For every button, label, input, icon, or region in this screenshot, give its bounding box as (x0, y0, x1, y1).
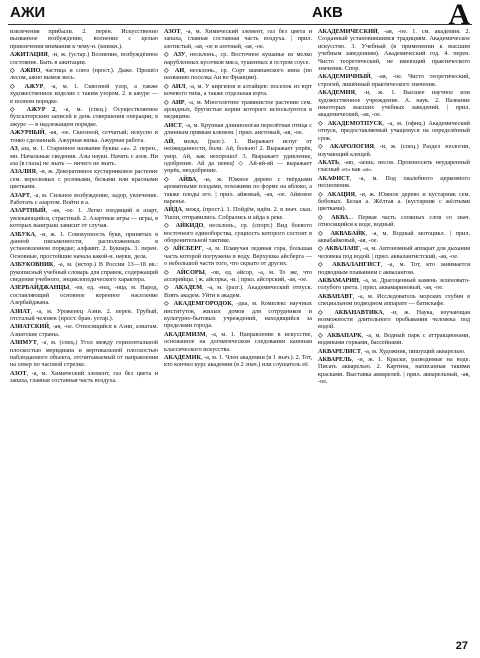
dictionary-entry (318, 89, 470, 119)
dictionary-entry (164, 206, 312, 221)
entry-definition: , аза, м. 1. Старинное название буквы «а». 2. перен., мн. Начальные сведения. Азы науки. Начать с азов. Ни аза (в глаза) не знать — ничего не знать. (10, 145, 158, 167)
running-head-left: АЖИ (10, 4, 46, 21)
section-letter: А (448, 0, 470, 31)
entry-headword: АЙ (164, 137, 174, 145)
entry-headword: ◇ АКВАБАЙК (318, 229, 366, 237)
entry-definition: , -а, м. Крупная длинноногая перелётная птица с длинным прямым клювом. | прил. аистовый, -ая, -ое. (164, 121, 312, 137)
entry-headword: АКАФИСТ (318, 174, 350, 182)
entry-definition: , -а, м. (разг.). Академический отпуск. Взять академ. Уйти в академ. (164, 284, 312, 299)
entry-headword: ◇ АЖУР (10, 82, 44, 90)
entry-definition: , -а, м. Уроженец Азии. 2. перен. Грубый, отсталый человек (прост. бран. устар.). (10, 307, 158, 323)
dictionary-entry (10, 308, 158, 323)
entry-definition: , -и, ж. Южное дерево и кустарник сем. бобовых. Белая а. Жёлтая а. (кустарник с жёлтыми цветками). (318, 190, 470, 213)
entry-definition: , -а, м. Исследователь морских глубин в специальном подводном аппарате — батискафе. (318, 292, 470, 308)
entry-headword: АКАДЕМИК (164, 354, 201, 362)
dictionary-entry (10, 168, 158, 190)
entry-definition: , -и, ж. 1. Краски, разводимые на воде. Писать акварелью. 2. Картина, написанная такими красками. Выставка акварелей. | прил. акварельный, -ая, -ое. (318, 356, 470, 386)
entry-headword: АЗОТ (164, 28, 181, 35)
dictionary-entry (164, 331, 312, 353)
dictionary-entry (10, 145, 158, 167)
dictionary-entry (318, 175, 470, 190)
dictionary-entry (318, 348, 470, 355)
entry-definition: , -а, м. Драгоценный камень зеленовато-голубого цвета. | прил. аквамариновый, -ая, -ое. (318, 277, 470, 292)
entry-headword: АКВАМАРИН (318, 277, 359, 284)
entry-headword: АКАДЕМИЯ (318, 89, 355, 97)
entry-definition: , -а, м. (спец.) Угол между горизонтальной плоскостью меридиана и вертикальной плоскостью наблюдаемого объекта, отсчитываемый от направления на север по часовой стрелке. (10, 339, 158, 369)
entry-definition: , -а, м. 1. Направление в искусстве, основанное на догматическом следовании канонам классического искусства. (164, 330, 312, 353)
dictionary-entry (10, 83, 158, 105)
entry-headword: АИСТ (164, 121, 182, 129)
entry-headword: ◇ АКАДЕМ (164, 284, 203, 292)
entry-definition: , частица и союз (прост.). Даже. Прошёл лесом, ажно вымок весь. (10, 67, 158, 82)
entry-definition: , -а, м. У киргизов и алтайцев: поселок из юрт кочевого типа, а также отдельная юрта. (164, 82, 312, 98)
entry-headword: АЗИАТ (10, 307, 31, 315)
entry-definition: , -а, м. Сильное возбуждение, задор, увлечение. Работать с азартом. Войти в а. (10, 191, 158, 206)
entry-definition: , несклонь., ср. Сорт шампанского вина (по названию поселка Аи во Франции). (164, 67, 312, 82)
entry-definition: , -а, м. Тот, кто занимается подводным плаванием с аквалангом. (318, 261, 470, 276)
entry-definition: , -и, ж. Наука, изучающая возможности длительного пребывания человека под водой. (318, 308, 470, 331)
entry-definition: , -а, м. Автономный аппарат для дыхания человека под водой. | прил. аквалангистский, -ая, -ое. (318, 245, 470, 260)
entry-headword: АЙДА (164, 206, 183, 214)
entry-definition: , -а, м. (офиц.) Академический отпуск, предоставляемый учащемуся на определённый срок. (318, 119, 470, 142)
entry-definition: , -ев, ед. -нец, -нца, м. Народ, составляющий основное коренное население Азербайджана. (10, 284, 158, 307)
entry-headword: АЗ (10, 145, 18, 153)
dictionary-entry (318, 214, 470, 229)
dictionary-entry (164, 83, 312, 98)
dictionary-entry (164, 28, 312, 50)
entry-headword: АЗАРТ (10, 191, 31, 199)
entry-definition: , -а, м. (истор.) В России 13—18 вв.: рукописный учебный словарь для справок, содержащий сведения учебного, энциклопедического характера. (10, 261, 158, 283)
entry-headword: ◇ АКАДЕМГОРОДОК (164, 300, 232, 308)
entry-headword: ◇ АКВАПАРК (318, 331, 362, 339)
entry-headword: ◇ АИР (164, 98, 185, 106)
dictionary-entry (10, 231, 158, 261)
entry-headword: АЖИТАЦИЯ (10, 51, 48, 59)
dictionary-entry (318, 332, 470, 347)
entry-headword: ◇ АЙСОРЫ (164, 268, 205, 276)
header-rule (8, 24, 472, 25)
entry-headword: ◇ АКАДЕМОТПУСК (318, 119, 383, 127)
entry-headword: ◇ АЗУ (164, 51, 186, 59)
entry-definition: , -и, ж. Декоративное кустарниковое растение сем. вересковых с розовыми, белыми или красными цветками. (10, 168, 158, 191)
column-1 (10, 28, 158, 632)
entry-definition: , -и, ж. 1. Совокупность букв, принятых в данной письменности, расположенных в установленном порядке; алфавит. 2. Букварь. 3. перен. Основные, простейшие начала какой-н. науки, дела. (10, 230, 158, 260)
entry-headword: ◇ АЖУР 2 (10, 106, 56, 114)
dictionary-entry (318, 143, 470, 158)
column-2 (164, 28, 312, 632)
entry-headword: ◇ АКАРОЛОГИЯ (318, 143, 374, 151)
entry-headword: АЗБУКОВНИК (10, 261, 54, 269)
dictionary-entry (164, 122, 312, 137)
dictionary-entry (10, 192, 158, 207)
entry-headword: АКАДЕМИЧНЫЙ (318, 73, 371, 81)
entry-definition: , -ая, -ое. Чисто теоретический, строгий, лишённый практического значения. (318, 73, 470, 88)
dictionary-entry (164, 99, 312, 121)
dictionary-entry (10, 323, 158, 338)
entry-definition: ... Первая часть сложных слов со знач. относящийся к воде, водный. (318, 213, 470, 229)
dictionary-entry (318, 230, 470, 245)
entry-headword: ◇ АЙВА (164, 175, 197, 183)
dictionary-entry (164, 245, 312, 267)
entry-headword: АКВАРЕЛЬ (318, 356, 352, 364)
dictionary-entry (318, 356, 470, 386)
dictionary-entry (318, 28, 470, 72)
dictionary-entry (10, 129, 158, 144)
entry-definition: , -ая, -ое. Относящийся к Азии, азиатам. Азиатские страны. (10, 323, 158, 338)
entry-definition: , -а, м. (спец.) Осуществляемое бухгалтерским записей в день совершения операции; в ажуре — в надлежащем порядке. (10, 106, 158, 128)
entry-headword: АЗИМУТ (10, 339, 37, 347)
dictionary-entry (164, 354, 312, 369)
entry-headword: ◇ АИЛ (164, 82, 186, 90)
dictionary-entry (10, 261, 158, 283)
entry-definition: , -а, м. Химический элемент, газ без цвета и запаха, главная составная часть воздуха. (10, 369, 158, 385)
running-head-right: АКВ (312, 4, 343, 21)
entry-headword: АКАДЕМИЗМ (164, 330, 206, 338)
entry-headword: АЗАРТНЫЙ (10, 207, 46, 215)
entry-definition: , -а, м. Под хвалебного церковного песнопения. (318, 174, 470, 190)
entry-headword: ◇ АКВА (318, 213, 349, 221)
entry-definition: , -а, м. Водный мотоцикл. | прил. аквабайковый, -ая, -ое. (318, 229, 470, 244)
entry-definition: , несклонь., ср. (спорт.) Вид боевого восточного единоборства, сущность которого состоит в оборонительной тактике. (164, 222, 312, 244)
entry-definition: , -а, м. Многолетнее травянистое растение сем. ароидных, бругистые корни которого используются в медицине. (164, 98, 312, 121)
entry-definition: , -а, м. Плавучая ледяная гора, большая часть которой погружена в воду. Верхушка айсберга — о небольшой части того, что скрыто от других. (164, 245, 312, 268)
entry-definition: , -ая, -ое. 1. см. академия. 2. Созданный установившимся традициям. Академическое искусство. 3. Учебный (в применении к высшим учебным заведениям). Академический год. 4. перен. Чисто теоретический, не имеющий практического значения. Спор. (318, 28, 470, 73)
dictionary-entry (10, 106, 158, 128)
entry-definition: , -а, м. Художник, пишущий акварелью. (361, 347, 466, 355)
dictionary-entry (318, 277, 470, 292)
entry-definition: , -дка, м. Комплекс научных институтов, жилых домов для сотрудников и культурно-бытовых учреждений, находящийся за пределами города. (164, 300, 312, 330)
entry-headword: АКВАРЕЛИСТ (318, 347, 362, 355)
entry-definition: , несклонь., ср. Восточное кушанье из мелко нарубленных кусочков мяса, тушенных в остром соусе. (164, 51, 312, 66)
dictionary-entry (10, 339, 158, 369)
page-number: 27 (455, 640, 468, 652)
dictionary-entry (318, 73, 470, 88)
entry-headword: АКВАНАВТ (318, 292, 353, 300)
entry-definition: , -а, м. 1. Член академии (в 1 знач.). 2. Тот, кто кончил курс академии (в 2 знач.) или слушатель её. (164, 354, 312, 369)
dictionary-entry (164, 222, 312, 244)
entry-definition: , -ов, ед. айсор, -а, м. То же, что ассирийцы. | ж. айсорка, -и. | прил. айсорский, -ая, -ое. (164, 268, 312, 283)
entry-definition: , межд. (разг.). 1. Выражает испуг от неожиданности, боли. Ай, больно! 2. Выражает упрёк, укор. Ай, как нехорошо! 3. Выражает удивление, одобрение. Ай да певец! ◇ Ай-яй-яй — выражает упрёк, неодобрение. (164, 137, 312, 175)
entry-definition: , -ая, -ое. 1. Легко входящий в азарт, увлекающийся, страстный. 2. Азартные игры — игры, в которых выигрыш зависит от случая. (10, 207, 158, 230)
entry-headword: ◇ АИ (164, 67, 185, 75)
dictionary-entry (164, 300, 312, 330)
entry-headword: АЗЕРБАЙДЖАНЦЫ (10, 284, 70, 292)
entry-definition: , -и, ж. (спец.) Раздел зоологии, изучающий клещей. (318, 143, 470, 158)
dictionary-entry (318, 120, 470, 142)
dictionary-entry (164, 269, 312, 284)
entry-definition: извлечения прибыли. 2. перен. Искусственно вызванное возбуждение, волнение с целью привлечения внимания к чему-н. (книжн.). (10, 28, 158, 50)
entry-definition: , -а, м. Водный парк с аттракционами, водяными горками, бассейнами. (318, 331, 470, 347)
entry-headword: АЗБУКА (10, 230, 35, 238)
entry-definition: , -а, м. 1. Сквозной узор, а также художественное изделие с таким узором. 2. в ажуре — в полном порядке. (10, 82, 158, 105)
entry-headword: АКАТЬ (318, 158, 340, 166)
dictionary-entry (10, 284, 158, 306)
dictionary-entry (10, 207, 158, 229)
dictionary-entry (318, 159, 470, 174)
entry-headword: АЖУРНЫЙ (10, 129, 45, 137)
entry-definition: , -и, ж. 1. Высшее научное или художественное учреждение. А. наук. 2. Название некоторых высших учебных заведений. | прил. академический, -ая, -ое. (318, 89, 470, 119)
entry-headword: АЗАЛИЯ (10, 168, 36, 176)
dictionary-entry (164, 51, 312, 66)
dictionary-entry (10, 67, 158, 82)
entry-headword: ◇ АЖНО (10, 67, 41, 75)
entry-headword: АЗИАТСКИЙ (10, 323, 50, 331)
dictionary-entry (318, 293, 470, 308)
dictionary-entry (10, 370, 158, 385)
dictionary-entry (164, 284, 312, 299)
entry-headword: АКАДЕМИЧЕСКИЙ (318, 28, 378, 35)
dictionary-entry (318, 191, 470, 213)
dictionary-entry (318, 245, 470, 260)
entry-headword: ◇ АЙСБЕРГ (164, 245, 203, 253)
entry-headword: АЗОТ (10, 369, 27, 377)
dictionary-entry (164, 176, 312, 206)
dictionary-entry (164, 138, 312, 175)
entry-definition: , межд. (прост.). 1. Пойдём, идём. 2. в знач. сказ. Ушли, отправились. Собрались и айда к реке. (164, 206, 312, 221)
entry-definition: , -ая, -ое. Сквозной, сетчатый; искусно и тонко сделанный. Ажурная вязка. Ажурная работа. (10, 129, 158, 144)
entry-definition: , -ы, ж. Южное дерево с твёрдыми ароматными плодами, похожими по форме на яблоко, а также плоды его. | прил. айвовый, -ая, -ое. Айвовое варенье. (164, 175, 312, 205)
column-3 (318, 28, 470, 632)
entry-definition: , -и, ж. (устар.) Волнение, возбуждённое состояние. Быть в ажитации. (10, 51, 158, 66)
entry-headword: ◇ АЙКИДО (164, 222, 204, 230)
dictionary-entry (164, 67, 312, 82)
entry-headword: ◇ АКВАНАВТИКА (318, 308, 383, 316)
dictionary-entry (318, 309, 470, 331)
entry-definition: , -аю, -аешь; несов. Произносить неударенный гласный «о» как «а». (318, 158, 470, 174)
entry-headword: ◇ АКВАЛАНГИСТ (318, 261, 381, 269)
dictionary-entry (10, 28, 158, 50)
entry-headword: ◇ АКВАЛАНГ (318, 245, 360, 253)
dictionary-entry (318, 261, 470, 276)
dictionary-entry (10, 51, 158, 66)
entry-definition: , -а, м. Химический элемент, газ без цвета и запаха, главная составная часть воздуха. | прил. азотистый, -ая, -ое и азотный, -ая, -ое. (164, 28, 312, 50)
entry-headword: ◇ АКАЦИЯ (318, 190, 355, 198)
